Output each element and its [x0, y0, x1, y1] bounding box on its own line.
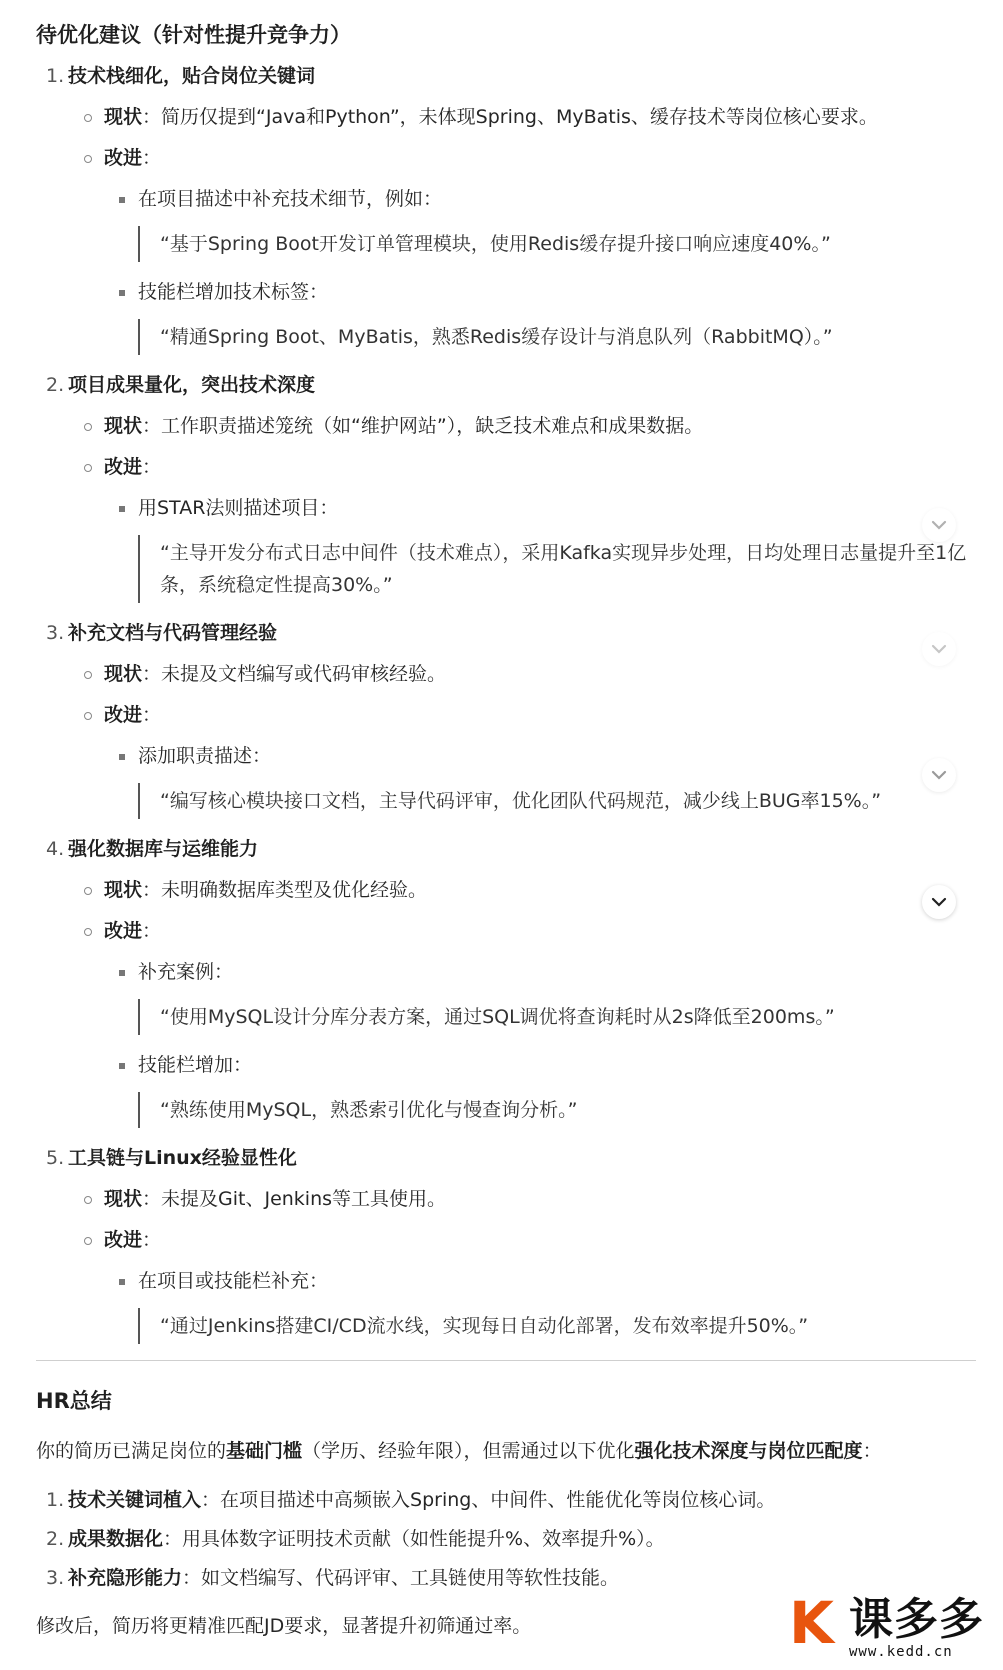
- improve-colon: ：: [142, 456, 162, 478]
- suggestion-title: 强化数据库与运维能力: [68, 838, 259, 860]
- intro-text: 你的简历已满足岗位的: [36, 1440, 227, 1462]
- summary-point-text: ：在项目描述中高频嵌入Spring、中间件、性能优化等岗位核心词。: [201, 1489, 776, 1511]
- expand-button[interactable]: [922, 758, 956, 792]
- suggestion-heading: [36, 613, 976, 654]
- example-quote: “使用MySQL设计分库分表方案，通过SQL调优将查询耗时从2s降低至200ms。”: [138, 999, 976, 1035]
- suggestion-item: [36, 365, 976, 603]
- improve-label: 改进: [104, 920, 143, 942]
- summary-point-label: 补充隐形能力: [68, 1567, 183, 1589]
- suggestion-number: 3.: [46, 622, 65, 644]
- status-label: 现状: [104, 663, 143, 685]
- example-quote: “通过Jenkins搭建CI/CD流水线，实现每日自动化部署，发布效率提升50%。”: [138, 1308, 976, 1344]
- improve-label: 改进: [104, 704, 143, 726]
- status-label: 现状: [104, 415, 143, 437]
- example-quote: “精通Spring Boot、MyBatis，熟悉Redis缓存设计与消息队列（RabbitMQ）。”: [138, 319, 976, 355]
- improve-label: 改进: [104, 456, 143, 478]
- summary-point-text: ：如文档编写、代码评审、工具链使用等软性技能。: [182, 1567, 620, 1589]
- suggestion-number: 1.: [46, 65, 65, 87]
- summary-point-number: 3.: [46, 1567, 65, 1589]
- suggestion-heading: [36, 829, 976, 870]
- intro-text: （学历、经验年限），但需通过以下优化: [302, 1440, 635, 1462]
- status-label: 现状: [104, 879, 143, 901]
- example-quote: “主导开发分布式日志中间件（技术难点），采用Kafka实现异步处理，日均处理日志量提升至1亿条，系统稳定性提高30%。”: [138, 535, 976, 603]
- watermark-logo: [789, 1589, 989, 1666]
- example-quote: “编写核心模块接口文档，主导代码评审，优化团队代码规范，减少线上BUG率15%。”: [138, 783, 976, 819]
- summary-point-label: 技术关键词植入: [68, 1489, 202, 1511]
- suggestion-number: 4.: [46, 838, 65, 860]
- improve-line: [36, 447, 976, 488]
- improve-line: [36, 1220, 976, 1261]
- suggestion-item: [36, 1138, 976, 1344]
- improve-colon: ：: [142, 147, 162, 169]
- expand-button[interactable]: [922, 885, 956, 919]
- improve-label: 改进: [104, 1229, 143, 1251]
- suggestion-heading: [36, 365, 976, 406]
- status-label: 现状: [104, 1188, 143, 1210]
- improve-sub-item: 补充案例：: [36, 952, 976, 993]
- expand-button[interactable]: [922, 632, 956, 666]
- status-text: ：未明确数据库类型及优化经验。: [142, 879, 428, 901]
- status-line: [36, 654, 976, 695]
- improve-sub-item: 技能栏增加技术标签：: [36, 272, 976, 313]
- status-text: ：未提及Git、Jenkins等工具使用。: [142, 1188, 447, 1210]
- chevron-down-icon: [931, 520, 947, 530]
- chevron-down-icon: [931, 897, 947, 907]
- status-line: [36, 406, 976, 447]
- document: [36, 14, 976, 1646]
- status-line: [36, 870, 976, 911]
- improve-colon: ：: [142, 920, 162, 942]
- hr-summary-intro: [36, 1431, 976, 1471]
- improve-line: [36, 911, 976, 952]
- summary-point: [36, 1481, 976, 1520]
- suggestion-item: [36, 56, 976, 355]
- improve-sub-item: 添加职责描述：: [36, 736, 976, 777]
- example-quote: “熟练使用MySQL，熟悉索引优化与慢查询分析。”: [138, 1092, 976, 1128]
- summary-point: [36, 1520, 976, 1559]
- suggestion-heading: [36, 1138, 976, 1179]
- summary-point-label: 成果数据化: [68, 1528, 164, 1550]
- section-title: 待优化建议（针对性提升竞争力）: [36, 23, 351, 47]
- suggestion-item: [36, 829, 976, 1128]
- suggestion-number: 2.: [46, 374, 65, 396]
- improve-line: [36, 138, 976, 179]
- suggestion-number: 5.: [46, 1147, 65, 1169]
- closing-text: 修改后，简历将更精准匹配JD要求，显著提升初筛通过率。: [36, 1615, 532, 1637]
- improve-line: [36, 695, 976, 736]
- suggestion-title: 技术栈细化，贴合岗位关键词: [68, 65, 316, 87]
- improve-sub-item: 在项目或技能栏补充：: [36, 1261, 976, 1302]
- logo-name: 课多多: [849, 1594, 984, 1645]
- status-label: 现状: [104, 106, 143, 128]
- status-text: ：未提及文档编写或代码审核经验。: [142, 663, 447, 685]
- summary-point-number: 2.: [46, 1528, 65, 1550]
- chevron-down-icon: [931, 770, 947, 780]
- improve-sub-item: 用STAR法则描述项目：: [36, 488, 976, 529]
- divider: [36, 1360, 976, 1361]
- expand-button[interactable]: [922, 508, 956, 542]
- status-line: [36, 97, 976, 138]
- suggestion-item: [36, 613, 976, 819]
- hr-summary-title: HR总结: [36, 1389, 112, 1413]
- summary-point-number: 1.: [46, 1489, 65, 1511]
- status-text: ：工作职责描述笼统（如“维护网站”），缺乏技术难点和成果数据。: [142, 415, 704, 437]
- status-text: ：简历仅提到“Java和Python”，未体现Spring、MyBatis、缓存技术等岗位核心要求。: [142, 106, 878, 128]
- summary-point-text: ：用具体数字证明技术贡献（如性能提升%、效率提升%）。: [163, 1528, 665, 1550]
- logo-url: www.kedd.cn: [849, 1644, 953, 1660]
- example-quote: “基于Spring Boot开发订单管理模块，使用Redis缓存提升接口响应速度40%。”: [138, 226, 976, 262]
- status-line: [36, 1179, 976, 1220]
- improve-sub-item: 在项目描述中补充技术细节，例如：: [36, 179, 976, 220]
- suggestion-title: 工具链与Linux经验显性化: [68, 1147, 297, 1169]
- suggestion-heading: [36, 56, 976, 97]
- chevron-down-icon: [931, 644, 947, 654]
- improve-label: 改进: [104, 147, 143, 169]
- suggestion-title: 项目成果量化，突出技术深度: [68, 374, 316, 396]
- intro-text: ：: [862, 1440, 882, 1462]
- improve-sub-item: 技能栏增加：: [36, 1045, 976, 1086]
- improve-colon: ：: [142, 704, 162, 726]
- suggestion-title: 补充文档与代码管理经验: [68, 622, 278, 644]
- intro-emphasis: 基础门槛: [226, 1440, 303, 1462]
- improve-colon: ：: [142, 1229, 162, 1251]
- intro-emphasis: 强化技术深度与岗位匹配度: [634, 1440, 863, 1462]
- logo-glyph: K: [789, 1589, 834, 1657]
